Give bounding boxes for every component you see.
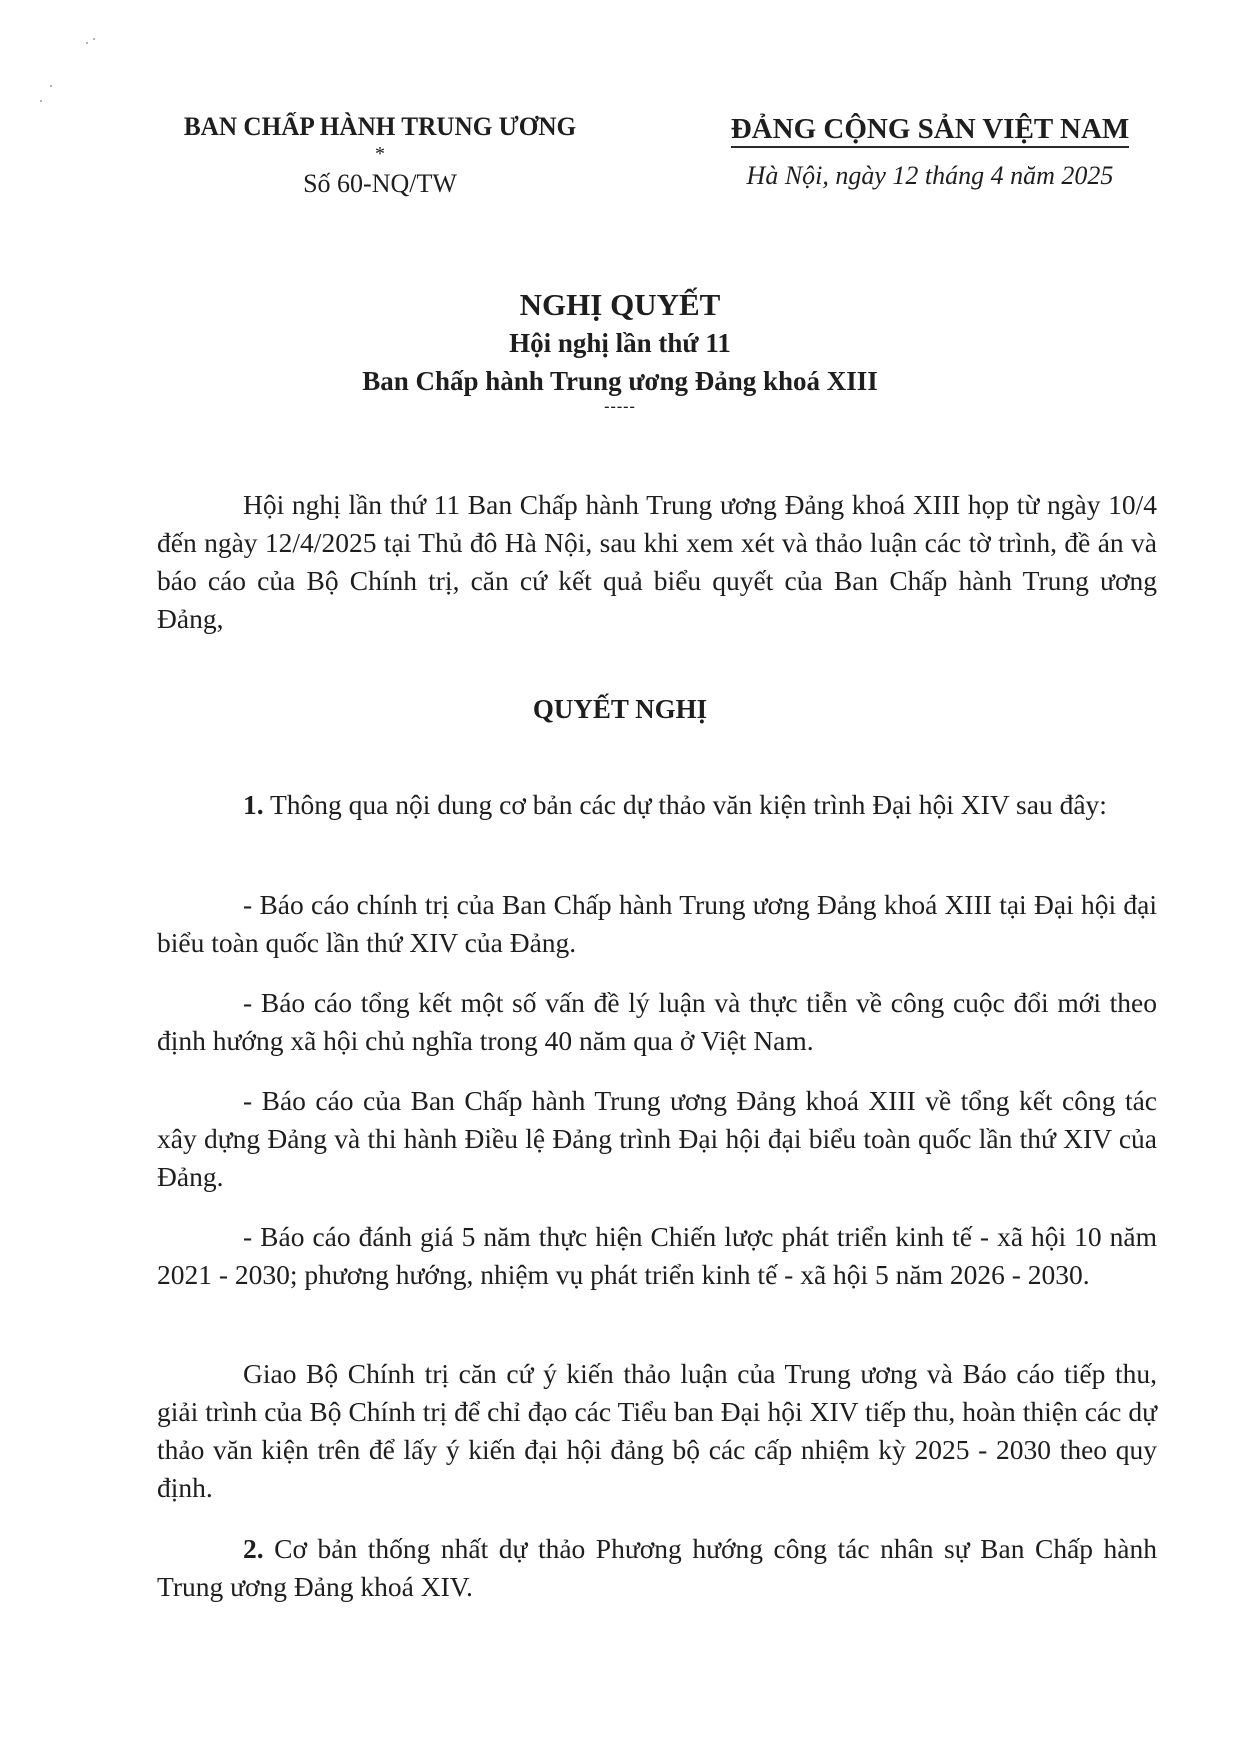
section-1-closing (157, 1355, 1157, 1507)
list-item-text: - Báo cáo của Ban Chấp hành Trung ương Đảng khoá XIII về tổng kết công tác xây dựng Đảng và thi hành Điều lệ Đảng trình Đại hội đại biểu toàn quốc lần thứ XIV của Đảng. (157, 1085, 1157, 1192)
list-item (157, 1218, 1157, 1294)
preamble-paragraph: Hội nghị lần thứ 11 Ban Chấp hành Trung ương Đảng khoá XIII họp từ ngày 10/4 đến ngày 12/4/2025 tại Thủ đô Hà Nội, sau khi xem xét và thảo luận các tờ trình, đề án và báo cáo của Bộ Chính trị, căn cứ kết quả biểu quyết của Ban Chấp hành Trung ương Đảng, (157, 489, 1157, 634)
list-item (157, 984, 1157, 1060)
list-item (157, 1082, 1157, 1196)
scan-speck (40, 100, 42, 102)
national-motto-block (700, 112, 1160, 192)
section-text: Cơ bản thống nhất dự thảo Phương hướng công tác nhân sự Ban Chấp hành Trung ương Đảng khoá XIV. (157, 1533, 1157, 1602)
scan-speck (86, 42, 88, 44)
decision-heading: QUYẾT NGHỊ (532, 694, 708, 724)
document-subtitle-line2: Ban Chấp hành Trung ương Đảng khoá XIII (362, 366, 878, 396)
section-number: 1. (243, 789, 264, 820)
issuing-organization: BAN CHẤP HÀNH TRUNG ƯƠNG (183, 112, 577, 141)
document-number: Số 60-NQ/TW (303, 169, 457, 198)
section-paragraph (157, 786, 1157, 824)
document-title-block (0, 286, 1240, 414)
document-type: NGHỊ QUYẾT (519, 287, 721, 322)
list-item-text: - Báo cáo chính trị của Ban Chấp hành Trung ương Đảng khoá XIII tại Đại hội đại biểu toàn quốc lần thứ XIV của Đảng. (157, 889, 1157, 958)
list-item (157, 886, 1157, 962)
scan-speck (93, 38, 95, 40)
preamble-section (157, 486, 1157, 638)
issuing-authority-block (170, 112, 590, 200)
title-divider: ----- (604, 398, 636, 415)
closing-paragraph: Giao Bộ Chính trị căn cứ ý kiến thảo luận của Trung ương và Báo cáo tiếp thu, giải trình của Bộ Chính trị để chỉ đạo các Tiểu ban Đại hội XIV tiếp thu, hoàn thiện các dự thảo văn kiện trên để lấy ý kiến đại hội đảng bộ các cấp nhiệm kỳ 2025 - 2030 theo quy định. (157, 1358, 1157, 1503)
section-paragraph (157, 1530, 1157, 1606)
document-subtitle-line1: Hội nghị lần thứ 11 (509, 328, 731, 358)
place-date: Hà Nội, ngày 12 tháng 4 năm 2025 (746, 161, 1114, 190)
list-item-text: - Báo cáo đánh giá 5 năm thực hiện Chiến lược phát triển kinh tế - xã hội 10 năm 2021 - 2030; phương hướng, nhiệm vụ phát triển kinh tế - xã hội 5 năm 2026 - 2030. (157, 1221, 1157, 1290)
section-1 (157, 786, 1157, 824)
party-name: ĐẢNG CỘNG SẢN VIỆT NAM (731, 112, 1130, 148)
list-item-text: - Báo cáo tổng kết một số vấn đề lý luận và thực tiễn về công cuộc đổi mới theo định hướng xã hội chủ nghĩa trong 40 năm qua ở Việt Nam. (157, 987, 1157, 1056)
section-number: 2. (243, 1533, 264, 1564)
section-2 (157, 1530, 1157, 1606)
header-separator-star: * (375, 143, 385, 165)
scan-speck (50, 85, 52, 87)
section-text: Thông qua nội dung cơ bản các dự thảo văn kiện trình Đại hội XIV sau đây: (263, 789, 1107, 820)
